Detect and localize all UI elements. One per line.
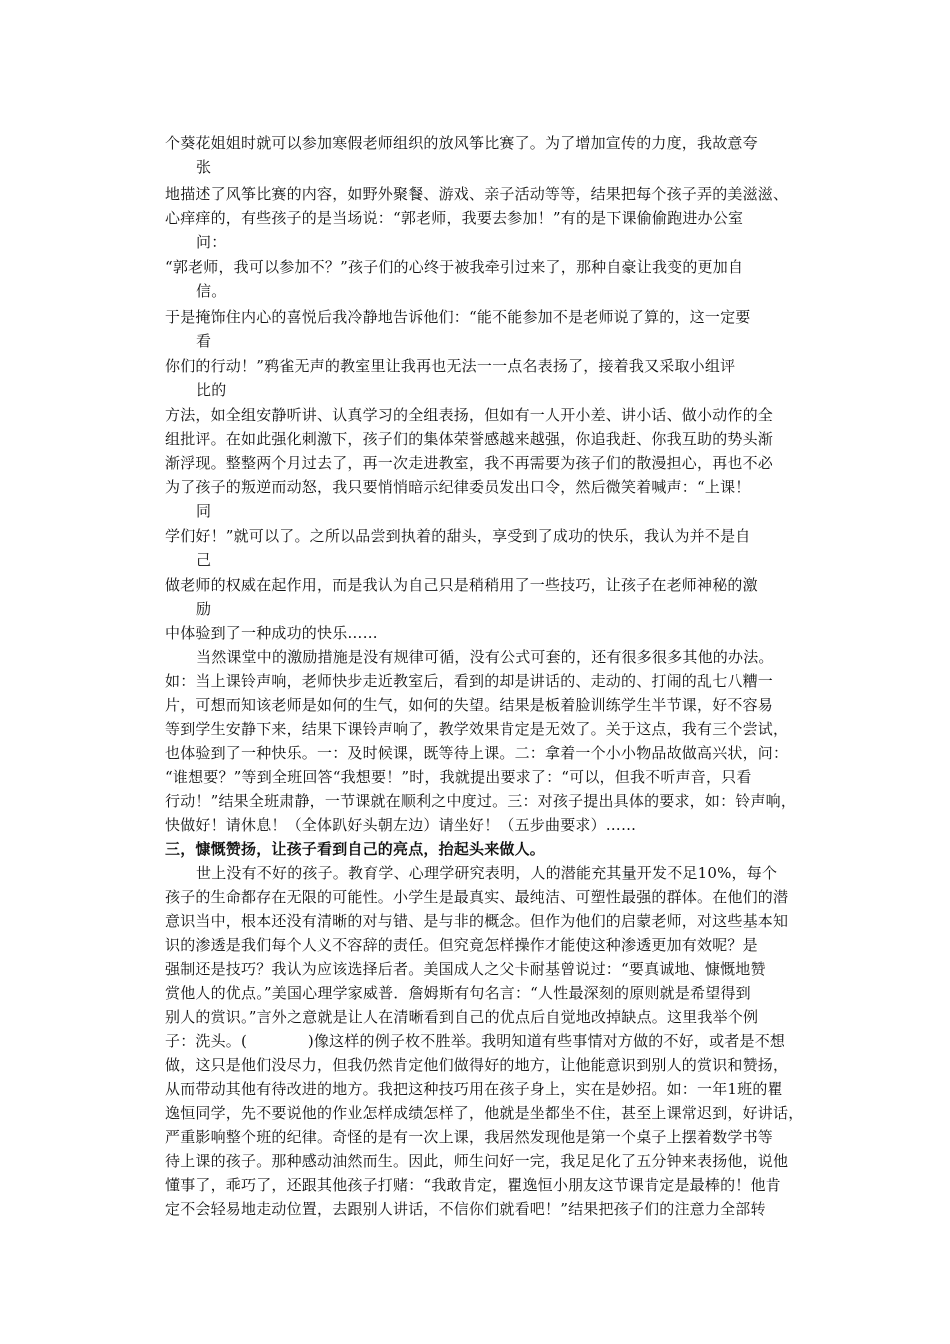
text-line: 定不会轻易地走动位置，去跟别人讲话，不信你们就看吧！”结果把孩子们的注意力全部转 [165, 1200, 766, 1218]
text-line: 做老师的权威在起作用，而是我认为自己只是稍稍用了一些技巧，让孩子在老师神秘的激 [165, 576, 758, 594]
text-line: 也体验到了一种快乐。一：及时候课，既等待上课。二：拿着一个小小物品故做高兴状，问： [165, 744, 789, 762]
text-line: “郭老师，我可以参加不？”孩子们的心终于被我牵引过来了，那种自豪让我变的更加自 [165, 258, 744, 276]
text-line: 于是掩饰住内心的喜悦后我冷静地告诉他们：“能不能参加不是老师说了算的，这一定要 [165, 308, 751, 326]
text-line: 快做好！请休息！（全体趴好头朝左边）请坐好！（五步曲要求）…… [165, 816, 637, 834]
text-line: 组批评。在如此强化刺激下，孩子们的集体荣誉感越来越强，你追我赶、你我互助的势头渐 [165, 430, 774, 448]
text-line: 片，可想而知该老师是如何的生气，如何的失望。结果是板着脸训练学生半节课，好不容易 [165, 696, 774, 714]
text-line: 你们的行动！”鸦雀无声的教室里让我再也无法一一点名表扬了，接着我又采取小组评 [165, 357, 736, 375]
text-line: 强制还是技巧？我认为应该选择后者。美国成人之父卡耐基曾说过：“要真诚地、慷慨地赞 [165, 960, 766, 978]
text-line: 如：当上课铃声响，老师快步走近教室后，看到的却是讲话的、走动的、打闹的乱七八糟一 [165, 672, 774, 690]
section-heading: 三，慷慨赞扬，让孩子看到自己的亮点，抬起头来做人。 [165, 840, 546, 858]
text-line: 意识当中，根本还没有清晰的对与错、是与非的概念。但作为他们的启蒙老师，对这些基本知 [165, 912, 789, 930]
text-line: 识的渗透是我们每个人义不容辞的责任。但究竟怎样操作才能使这种渗透更加有效呢？是 [165, 936, 758, 954]
text-line: 从而带动其他有待改进的地方。我把这种技巧用在孩子身上，实在是妙招。如：一年1班的瞿 [165, 1080, 783, 1098]
text-line: 同 [196, 502, 212, 520]
text-line: 地描述了风筝比赛的内容，如野外聚餐、游戏、亲子活动等等，结果把每个孩子弄的美滋滋、 [165, 185, 789, 203]
text-line: 比的 [196, 381, 227, 399]
text-line: 渐浮现。整整两个月过去了，再一次走进教室，我不再需要为孩子们的散漫担心，再也不必 [165, 454, 774, 472]
text-line: 己 [196, 551, 212, 569]
text-line: 做，这只是他们没尽力，但我仍然肯定他们做得好的地方，让他能意识到别人的赏识和赞扬， [165, 1056, 789, 1074]
text-line: 子：洗头。( )像这样的例子枚不胜举。我明知道有些事情对方做的不好，或者是不想 [165, 1032, 786, 1050]
text-line: 看 [196, 332, 212, 350]
text-line: 等到学生安静下来，结果下课铃声响了，教学效果肯定是无效了。关于这点，我有三个尝试， [165, 720, 789, 738]
text-line: 别人的赏识。”言外之意就是让人在清晰看到自己的优点后自觉地改掉缺点。这里我举个例 [165, 1008, 759, 1026]
text-line: 当然课堂中的激励措施是没有规律可循，没有公式可套的，还有很多很多其他的办法。 [196, 648, 774, 666]
text-line: 方法，如全组安静听讲、认真学习的全组表扬，但如有一人开小差、讲小话、做小动作的全 [165, 406, 774, 424]
text-line: “谁想要？”等到全班回答“我想要！”时，我就提出要求了：“可以，但我不听声音，只看 [165, 768, 752, 786]
text-line: 张 [196, 158, 212, 176]
text-line: 问： [196, 233, 227, 251]
text-line: 中体验到了一种成功的快乐…… [165, 624, 378, 642]
text-line: 待上课的孩子。那种感动油然而生。因此，师生问好一完，我足足化了五分钟来表扬他，说他 [165, 1152, 789, 1170]
text-line: 心痒痒的，有些孩子的是当场说：“郭老师，我要去参加！”有的是下课偷偷跑进办公室 [165, 209, 744, 227]
text-line: 个葵花姐姐时就可以参加寒假老师组织的放风筝比赛了。为了增加宣传的力度，我故意夸 [165, 134, 758, 152]
text-line: 为了孩子的叛逆而动怒，我只要悄悄暗示纪律委员发出口令，然后微笑着喊声：“上课！ [165, 478, 751, 496]
text-line: 行动！”结果全班肃静，一节课就在顺利之中度过。三：对孩子提出具体的要求，如：铃声响， [165, 792, 797, 810]
text-line: 学们好！”就可以了。之所以品尝到执着的甜头，享受到了成功的快乐，我认为并不是自 [165, 527, 751, 545]
text-line: 世上没有不好的孩子。教育学、心理学研究表明，人的潜能充其量开发不足10%，每个 [196, 864, 778, 882]
text-line: 严重影响整个班的纪律。奇怪的是有一次上课，我居然发现他是第一个桌子上摆着数学书等 [165, 1128, 774, 1146]
text-line: 励 [196, 600, 212, 618]
text-line: 孩子的生命都存在无限的可能性。小学生是最真实、最纯洁、可塑性最强的群体。在他们的潜 [165, 888, 789, 906]
text-line: 赏他人的优点。”美国心理学家威普．詹姆斯有句名言：“人性最深刻的原则就是希望得到 [165, 984, 751, 1002]
text-line: 懂事了，乖巧了，还跟其他孩子打赌：“我敢肯定，瞿逸恒小朋友这节课肯定是最棒的！他肯 [165, 1176, 781, 1194]
text-line: 逸恒同学，先不要说他的作业怎样成绩怎样了，他就是坐都坐不住，甚至上课常迟到，好讲话， [165, 1104, 804, 1122]
text-line: 信。 [196, 282, 227, 300]
